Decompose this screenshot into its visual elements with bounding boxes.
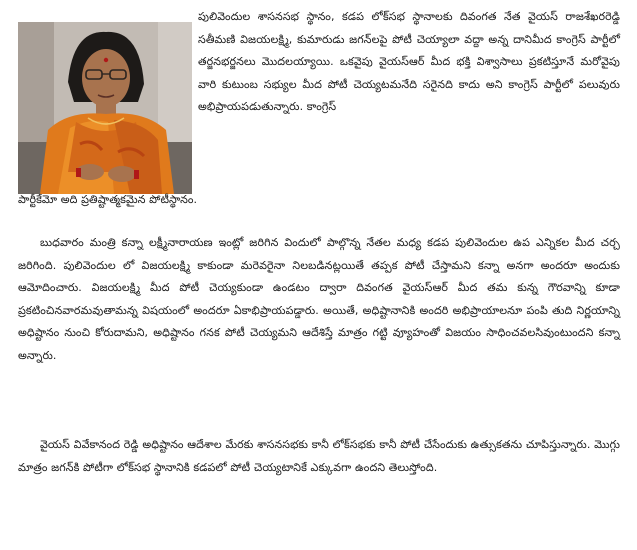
- article-paragraph-3: వైయస్ వివేకానంద రెడ్డి అధిష్టానం ఆదేశాల మేరకు శాసనసభకు కానీ లోక్‌సభకు కానీ పోటీ చేసేందుకు ఉత్సుకతను చూపిస్తున్నారు. మొగ్గు మాత్రం జగన్‌కి పోటీగా లోక్‌సభ స్థానానికి కడపలో పోటీ చెయ్యటానికే ఎక్కువగా ఉందని తెలుస్తోంది.: [18, 438, 620, 474]
- article-paragraph-1-end: పార్టీకేమో అది ప్రతిష్టాత్మకమైన పోటీస్థానం.: [18, 193, 198, 206]
- article-paragraph-1: పులివెందుల శాసనసభ స్థానం, కడప లోక్‌సభ స్థానాలకు దివంగత నేత వైయస్ రాజశేఖరరెడ్డి సతీమణి విజయలక్ష్మి, కుమారుడు జగన్‌లపై పోటీ చెయ్యాలా వద్దా అన్న దానిమీద కాంగ్రెస్ పార్టీలో తర్జనభర్జనలు మొదలయ్యాయి. ఒకవైపు వైయస్‌ఆర్ మీద భక్తి విశ్వాసాలు ప్రకటిస్తూనే మరోవైపు వారి కుటుంబ సభ్యుల మీద పోటీ చెయ్యటమనేది సరైనది కాదు అని కాంగ్రెస్ పార్టీలో పలువురు అభిప్రాయపడుతున్నారు. కాంగ్రెస్: [198, 10, 620, 114]
- woman-portrait-photo: [18, 22, 192, 194]
- article-paragraph-2: బుధవారం మంత్రి కన్నా లక్ష్మీనారాయణ ఇంట్లో జరిగిన విందులో పాల్గొన్న నేతల మధ్య కడప పులివెందుల ఉప ఎన్నికల మీద చర్చ జరిగింది. పులివెందుల లో విజయలక్ష్మి కాకుండా మరెవరైనా నిలబడినట్లయితే తప్పక పోటీ చేస్తామని కన్నా అనగా అందరూ అందుకు ఆమోదించారు. విజయలక్ష్మి మీద పోటీ చెయ్యకుండా ఉండటం ద్వారా దివంగత వైయస్‌ఆర్ మీద తమ కున్న గౌరవాన్ని కూడా ప్రకటించినవారమవుతామన్న విషయంలో అందరూ ఏకాభిప్రాయపడ్డారు. అయితే, అధిష్టానానికి అందరి అభిప్రాయాలనూ పంపి తుది నిర్ణయాన్ని అధిష్టానం నుంచి కోరుదామని, అధిష్టానం గనక పోటీ చెయ్యమని ఆదేశిస్తే మాత్రం గట్టి వ్యూహంతో విజయం సాధించవలసివుంటుందని కన్నా అన్నారు.: [18, 236, 620, 362]
- article-photo: [18, 22, 192, 194]
